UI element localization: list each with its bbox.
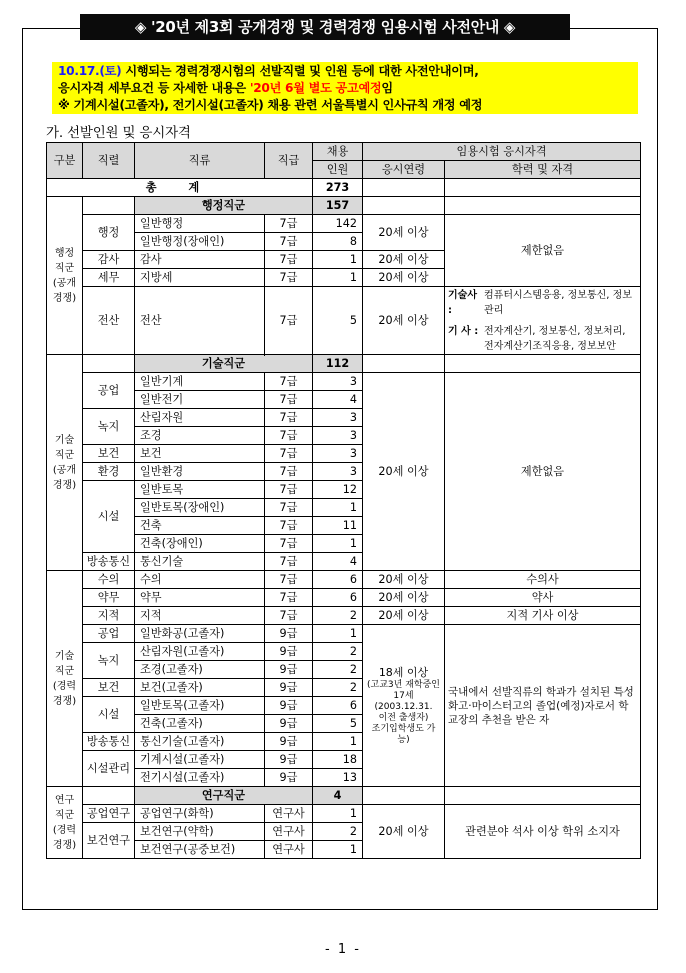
count-cell: 5: [313, 287, 363, 355]
header-series: 직렬: [83, 143, 135, 179]
count-cell: 18: [313, 751, 363, 769]
grade-cell: 7급: [265, 409, 313, 427]
grade-cell: 7급: [265, 463, 313, 481]
age-cell: 20세 이상: [363, 269, 445, 287]
count-cell: 3: [313, 445, 363, 463]
grade-cell: 9급: [265, 643, 313, 661]
admin-category: 행정 직군 (공개 경쟁): [47, 197, 83, 355]
recruitment-table: [46, 142, 641, 859]
age-cell: 20세 이상: [363, 607, 445, 625]
class-cell: 보건연구(공중보건): [135, 841, 265, 859]
research-subhead-row: [47, 787, 641, 805]
admin-subhead: 행정직군: [135, 197, 313, 215]
series-cell: 행정: [83, 215, 135, 251]
count-cell: 3: [313, 463, 363, 481]
header-class: 직류: [135, 143, 265, 179]
grade-cell: 7급: [265, 535, 313, 553]
page-title: ◈ '20년 제3회 공개경쟁 및 경력경쟁 임용시험 사전안내 ◈: [80, 14, 570, 40]
count-cell: 6: [313, 697, 363, 715]
grade-cell: 7급: [265, 373, 313, 391]
series-cell: 방송통신: [83, 733, 135, 751]
count-cell: 1: [313, 499, 363, 517]
age-cell: 20세 이상: [363, 287, 445, 355]
edu-cell: 관련분야 석사 이상 학위 소지자: [445, 805, 641, 859]
tech-career-category: 기술 직군 (경력 경쟁): [47, 571, 83, 787]
series-cell: 공업: [83, 373, 135, 409]
count-cell: 3: [313, 409, 363, 427]
hs-age-note-3: 이전 출생자): [378, 713, 429, 723]
count-cell: 2: [313, 661, 363, 679]
notice-line2-pre: 응시자격 세부요건 등 자세한 내용은: [58, 81, 250, 95]
series-cell: 보건연구: [83, 823, 135, 859]
header-grade: 직급: [265, 143, 313, 179]
grade-cell: 7급: [265, 287, 313, 355]
series-cell: 녹지: [83, 643, 135, 679]
count-cell: 1: [313, 251, 363, 269]
class-cell: 일반환경: [135, 463, 265, 481]
class-cell: 기계시설(고졸자): [135, 751, 265, 769]
notice-line2-highlight: '20년 6월 별도 공고예정: [249, 81, 382, 95]
edu-cell: 약사: [445, 589, 641, 607]
count-cell: 11: [313, 517, 363, 535]
count-cell: 6: [313, 589, 363, 607]
tech-subhead-count: 112: [313, 355, 363, 373]
class-cell: 약무: [135, 589, 265, 607]
age-cell: 20세 이상: [363, 373, 445, 571]
class-cell: 조경: [135, 427, 265, 445]
it-tech-label: 기술사 :: [448, 289, 477, 316]
tech-subhead-row: [47, 355, 641, 373]
series-cell: 전산: [83, 287, 135, 355]
series-cell: 세무: [83, 269, 135, 287]
hs-age-note-2: 17세(2003.12.31.: [374, 691, 433, 712]
class-cell: 보건: [135, 445, 265, 463]
hs-edu-cell: 국내에서 선발직류의 학과가 설치된 특성화고·마이스터고의 졸업(예정)자로서 학교장의 추천을 받은 자: [445, 625, 641, 787]
header-row: [47, 143, 641, 161]
class-cell: 일반토목(고졸자): [135, 697, 265, 715]
notice-box: [52, 62, 638, 114]
header-education: 학력 및 자격: [445, 161, 641, 179]
class-cell: 산림자원(고졸자): [135, 643, 265, 661]
series-cell: 보건: [83, 445, 135, 463]
class-cell: 지방세: [135, 269, 265, 287]
grade-cell: 연구사: [265, 805, 313, 823]
header-age: 응시연령: [363, 161, 445, 179]
header-category: 구분: [47, 143, 83, 179]
count-cell: 1: [313, 733, 363, 751]
class-cell: 일반전기: [135, 391, 265, 409]
it-eng-label: 기 사 :: [448, 325, 479, 337]
edu-cell: 지적 기사 이상: [445, 607, 641, 625]
age-cell: 20세 이상: [363, 571, 445, 589]
count-cell: 6: [313, 571, 363, 589]
grade-cell: 7급: [265, 445, 313, 463]
series-cell: 공업: [83, 625, 135, 643]
grade-cell: 9급: [265, 769, 313, 787]
it-tech-value: 컴퓨터시스템응용, 정보통신, 정보관리: [484, 289, 632, 316]
total-row: [47, 179, 641, 197]
class-cell: 공업연구(화학): [135, 805, 265, 823]
header-hire-2: 인원: [313, 161, 363, 179]
class-cell: 건축: [135, 517, 265, 535]
count-cell: 2: [313, 643, 363, 661]
grade-cell: 7급: [265, 571, 313, 589]
section-title: 가. 선발인원 및 응시자격: [46, 125, 191, 141]
age-cell: 20세 이상: [363, 215, 445, 251]
table-row: [47, 589, 641, 607]
tech-open-category: 기술 직군 (공개 경쟁): [47, 355, 83, 571]
class-cell: 일반기계: [135, 373, 265, 391]
table-row: [47, 287, 641, 355]
count-cell: 2: [313, 607, 363, 625]
class-cell: 일반토목: [135, 481, 265, 499]
table-row: [47, 373, 641, 391]
class-cell: 조경(고졸자): [135, 661, 265, 679]
research-subhead: 연구직군: [135, 787, 313, 805]
class-cell: 산림자원: [135, 409, 265, 427]
grade-cell: 9급: [265, 625, 313, 643]
count-cell: 12: [313, 481, 363, 499]
admin-subhead-row: [47, 197, 641, 215]
edu-cell: 제한없음: [445, 373, 641, 571]
grade-cell: 7급: [265, 233, 313, 251]
class-cell: 일반행정: [135, 215, 265, 233]
grade-cell: 7급: [265, 215, 313, 233]
tech-subhead: 기술직군: [135, 355, 313, 373]
class-cell: 건축(고졸자): [135, 715, 265, 733]
count-cell: 142: [313, 215, 363, 233]
series-cell: 감사: [83, 251, 135, 269]
grade-cell: 7급: [265, 427, 313, 445]
grade-cell: 9급: [265, 715, 313, 733]
series-cell: 지적: [83, 607, 135, 625]
notice-date: 10.17.(토): [58, 64, 122, 78]
series-cell: 공업연구: [83, 805, 135, 823]
class-cell: 전기시설(고졸자): [135, 769, 265, 787]
count-cell: 3: [313, 373, 363, 391]
table-row: [47, 571, 641, 589]
grade-cell: 연구사: [265, 823, 313, 841]
grade-cell: 7급: [265, 391, 313, 409]
count-cell: 5: [313, 715, 363, 733]
class-cell: 보건(고졸자): [135, 679, 265, 697]
series-cell: 시설: [83, 481, 135, 553]
page-number: - 1 -: [325, 942, 361, 957]
grade-cell: 7급: [265, 269, 313, 287]
header-hire-1: 채용: [313, 143, 363, 161]
hs-age-main: 18세 이상: [378, 666, 429, 679]
it-eng-value: 전자계산기, 정보통신, 정보처리, 전자계산기조직응용, 정보보안: [484, 325, 626, 352]
edu-cell: 수의사: [445, 571, 641, 589]
class-cell: 보건연구(약학): [135, 823, 265, 841]
edu-cell: 제한없음: [445, 215, 641, 287]
class-cell: 일반행정(장애인): [135, 233, 265, 251]
count-cell: 8: [313, 233, 363, 251]
grade-cell: 9급: [265, 751, 313, 769]
table-row: [47, 215, 641, 233]
grade-cell: 7급: [265, 481, 313, 499]
class-cell: 일반화공(고졸자): [135, 625, 265, 643]
notice-line3: ※ 기계시설(고졸자), 전기시설(고졸자) 채용 관련 서울특별시 인사규칙 개정 예정: [58, 98, 483, 112]
total-label: 총 계: [47, 179, 313, 197]
admin-subhead-count: 157: [313, 197, 363, 215]
grade-cell: 9급: [265, 661, 313, 679]
notice-line1: 시행되는 경력경쟁시험의 선발직렬 및 인원 등에 대한 사전안내이며,: [121, 64, 479, 78]
class-cell: 통신기술: [135, 553, 265, 571]
series-cell: 환경: [83, 463, 135, 481]
table-row: [47, 625, 641, 643]
grade-cell: 9급: [265, 679, 313, 697]
table-row: [47, 805, 641, 823]
count-cell: 1: [313, 269, 363, 287]
count-cell: 1: [313, 535, 363, 553]
count-cell: 1: [313, 805, 363, 823]
grade-cell: 연구사: [265, 841, 313, 859]
count-cell: 2: [313, 679, 363, 697]
grade-cell: 7급: [265, 607, 313, 625]
count-cell: 4: [313, 391, 363, 409]
class-cell: 전산: [135, 287, 265, 355]
class-cell: 건축(장애인): [135, 535, 265, 553]
grade-cell: 9급: [265, 697, 313, 715]
series-cell: 보건: [83, 679, 135, 697]
grade-cell: 7급: [265, 517, 313, 535]
grade-cell: 7급: [265, 589, 313, 607]
total-count: 273: [313, 179, 363, 197]
hs-age-note-1: (고교3년 재학중인: [367, 680, 440, 690]
header-qual-group: 임용시험 응시자격: [363, 143, 641, 161]
hs-age-cell: [363, 625, 445, 787]
count-cell: 1: [313, 841, 363, 859]
age-cell: 20세 이상: [363, 251, 445, 269]
grade-cell: 7급: [265, 499, 313, 517]
notice-line2-post: 임: [381, 81, 393, 95]
grade-cell: 7급: [265, 553, 313, 571]
age-cell: 20세 이상: [363, 805, 445, 859]
count-cell: 1: [313, 625, 363, 643]
count-cell: 2: [313, 823, 363, 841]
class-cell: 지적: [135, 607, 265, 625]
hs-age-note-4: 조기입학생도 가능): [371, 724, 436, 745]
grade-cell: 7급: [265, 251, 313, 269]
research-subhead-count: 4: [313, 787, 363, 805]
series-cell: 시설: [83, 697, 135, 733]
series-cell: 시설관리: [83, 751, 135, 787]
it-qualification: [445, 287, 641, 355]
grade-cell: 9급: [265, 733, 313, 751]
class-cell: 통신기술(고졸자): [135, 733, 265, 751]
series-cell: 녹지: [83, 409, 135, 445]
class-cell: 수의: [135, 571, 265, 589]
age-cell: 20세 이상: [363, 589, 445, 607]
research-category: 연구 직군 (경력 경쟁): [47, 787, 83, 859]
count-cell: 4: [313, 553, 363, 571]
class-cell: 일반토목(장애인): [135, 499, 265, 517]
count-cell: 3: [313, 427, 363, 445]
count-cell: 13: [313, 769, 363, 787]
series-cell: 수의: [83, 571, 135, 589]
series-cell: 약무: [83, 589, 135, 607]
series-cell: 방송통신: [83, 553, 135, 571]
class-cell: 감사: [135, 251, 265, 269]
table-row: [47, 607, 641, 625]
